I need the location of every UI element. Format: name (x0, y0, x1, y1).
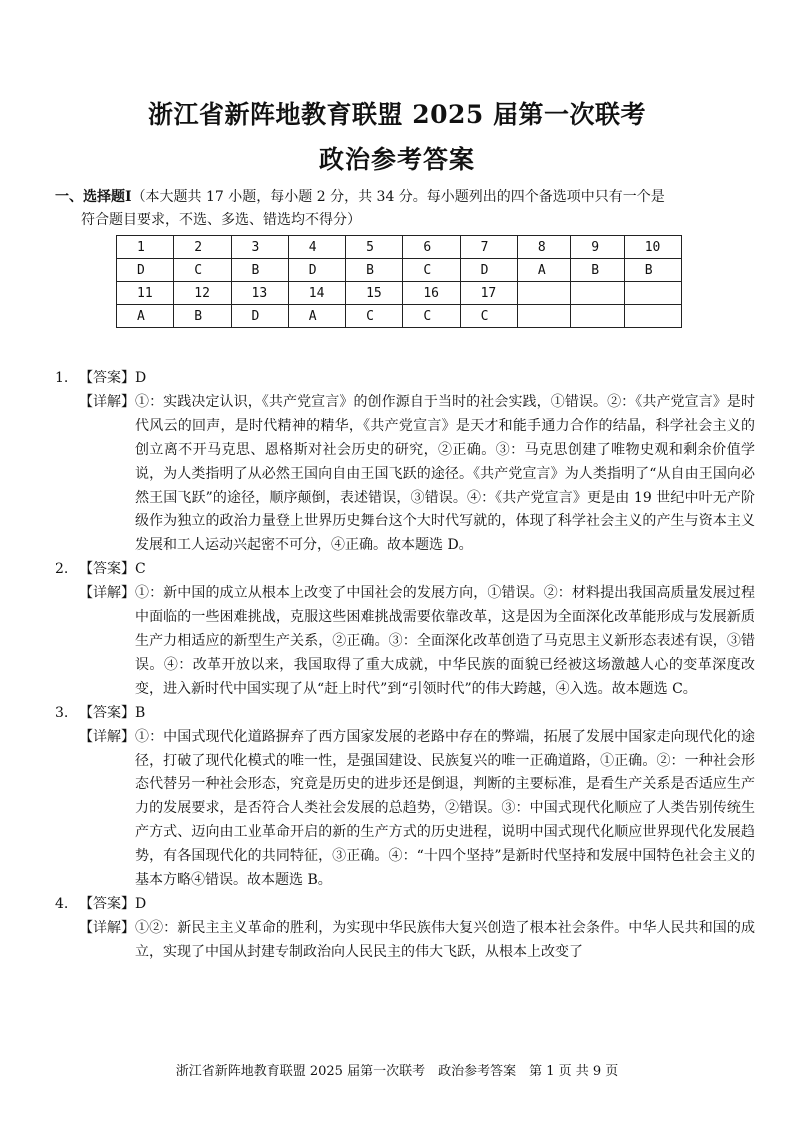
answer-cell (517, 305, 570, 328)
detail-label: 【详解】 (79, 585, 135, 602)
detail-label: 【详解】 (79, 393, 135, 410)
answer-cell: C (346, 305, 403, 328)
detail-label: 【详解】 (79, 919, 135, 936)
question-item (55, 367, 755, 558)
answer-cell: 9 (571, 236, 624, 259)
answer-cell: C (403, 305, 460, 328)
question-explanation: ①：新中国的成立从根本上改变了中国社会的发展方向，①错误。②：材料提出我国高质量发展过程中面临的一些困难挑战，克服这些困难挑战需要依靠改革，这是因为全面深化改革能形成与发展新质生产力相适应的新型生产关系，②正确。③：全面深化改革创造了马克思主义新形态表述有误，③错误。④：改革开放以来，我国取得了重大成就，中华民族的面貌已经被这场激越人心的变革深度改变，进入新时代中国实现了从“赶上时代”到“引领时代”的伟大跨越，④入选。故本题选 C。 (135, 585, 755, 697)
answer-cell: 8 (517, 236, 570, 259)
question-answer: C (135, 561, 146, 578)
answer-cell: 14 (288, 282, 345, 305)
answer-cell: C (174, 259, 231, 282)
answer-table-row-numbers-1 (117, 236, 682, 259)
answer-cell: B (231, 259, 288, 282)
section-header (55, 186, 755, 232)
answer-cell: 7 (460, 236, 517, 259)
question-answer: B (135, 704, 146, 721)
question-list (55, 367, 755, 965)
question-number: 3. (55, 704, 69, 721)
answer-cell: 12 (174, 282, 231, 305)
answer-cell: 3 (231, 236, 288, 259)
question-item (55, 893, 755, 965)
answer-cell: 16 (403, 282, 460, 305)
question-answer: D (135, 895, 147, 912)
detail-label: 【详解】 (79, 728, 135, 745)
answer-cell: D (117, 259, 174, 282)
answer-cell: A (117, 305, 174, 328)
answer-cell: 4 (288, 236, 345, 259)
answer-cell: B (174, 305, 231, 328)
answer-label: 【答案】 (79, 370, 135, 386)
answer-cell: C (403, 259, 460, 282)
question-explanation: ①：实践决定认识，《共产党宣言》的创作源自于当时的社会实践，①错误。②：《共产党宣言》是时代风云的回声，是时代精神的精华，《共产党宣言》是天才和能手通力合作的结晶，科学社会主义的创立离不开马克思、恩格斯对社会历史的研究，②正确。③：马克思创建了唯物史观和剩余价值学说，为人类指明了从必然王国向自由王国飞跃的途径。《共产党宣言》为人类指明了“从自由王国向必然王国飞跃”的途径，顺序颠倒，表述错误，③错误。④：《共产党宣言》更是由 19 世纪中叶无产阶级作为独立的政治力量登上世界历史舞台这个大时代写就的，体现了科学社会主义的产生与资本主义发展和工人运动兴起密不可分，④正确。故本题选 D。 (135, 393, 755, 554)
answer-label: 【答案】 (79, 561, 135, 578)
answer-cell: A (288, 305, 345, 328)
answer-table-row-numbers-2 (117, 282, 682, 305)
question-item (55, 558, 755, 701)
page-footer: 浙江省新阵地教育联盟 2025 届第一次联考 政治参考答案 第 1 页 共 9 页 (175, 1064, 619, 1079)
answer-cell: 6 (403, 236, 460, 259)
answer-cell (571, 305, 624, 328)
answer-cell: 2 (174, 236, 231, 259)
question-explanation: ①②：新民主主义革命的胜利，为实现中华民族伟大复兴创造了根本社会条件。中华人民共和国的成立，实现了中国从封建专制政治向人民民主的伟大飞跃，从根本上改变了 (135, 919, 755, 960)
answer-cell: B (346, 259, 403, 282)
answer-cell: 13 (231, 282, 288, 305)
answer-cell: D (460, 259, 517, 282)
question-number: 2. (55, 561, 69, 578)
answer-table-row-answers-1 (117, 259, 682, 282)
answer-cell: A (517, 259, 570, 282)
answer-cell: B (571, 259, 624, 282)
answer-key-title: 政治参考答案 (318, 145, 475, 174)
section-description: （本大题共 17 小题，每小题 2 分，共 34 分。每小题列出的四个备选项中只有一个是 (131, 189, 665, 205)
answer-label: 【答案】 (79, 704, 135, 721)
answer-cell: B (624, 259, 681, 282)
answer-cell (624, 305, 681, 328)
section-description-cont: 符合题目要求，不选、多选、错选均不得分） (81, 212, 361, 228)
answer-cell: C (460, 305, 517, 328)
answer-table (116, 235, 682, 328)
answer-cell: 10 (624, 236, 681, 259)
question-number: 1. (55, 370, 69, 386)
answer-cell (571, 282, 624, 305)
question-explanation: ①：中国式现代化道路摒弃了西方国家发展的老路中存在的弊端，拓展了发展中国家走向现代化的途径，打破了现代化模式的唯一性，是强国建设、民族复兴的唯一正确道路，①正确。②：一种社会形态代替另一种社会形态，究竟是历史的进步还是倒退，判断的主要标准，是看生产关系是否适应生产力的发展要求，是否符合人类社会发展的总趋势，②错误。③：中国式现代化顺应了人类告别传统生产方式、迈向由工业革命开启的新的生产方式的历史进程，说明中国式现代化顺应世界现代化发展趋势，有各国现代化的共同特征，③正确。④：“十四个坚持”是新时代坚持和发展中国特色社会主义的基本方略④错误。故本题选 B。 (135, 728, 755, 889)
answer-cell (517, 282, 570, 305)
exam-title: 浙江省新阵地教育联盟 2025 届第一次联考 (148, 100, 646, 129)
question-answer: D (135, 370, 147, 386)
answer-cell: 17 (460, 282, 517, 305)
answer-label: 【答案】 (79, 895, 135, 912)
answer-cell: D (288, 259, 345, 282)
question-number: 4. (55, 895, 69, 912)
answer-cell: D (231, 305, 288, 328)
answer-cell: 5 (346, 236, 403, 259)
answer-table-row-answers-2 (117, 305, 682, 328)
question-item (55, 702, 755, 893)
answer-cell: 11 (117, 282, 174, 305)
section-label: 一、选择题Ⅰ (55, 189, 132, 205)
answer-cell: 1 (117, 236, 174, 259)
answer-cell (624, 282, 681, 305)
answer-cell: 15 (346, 282, 403, 305)
